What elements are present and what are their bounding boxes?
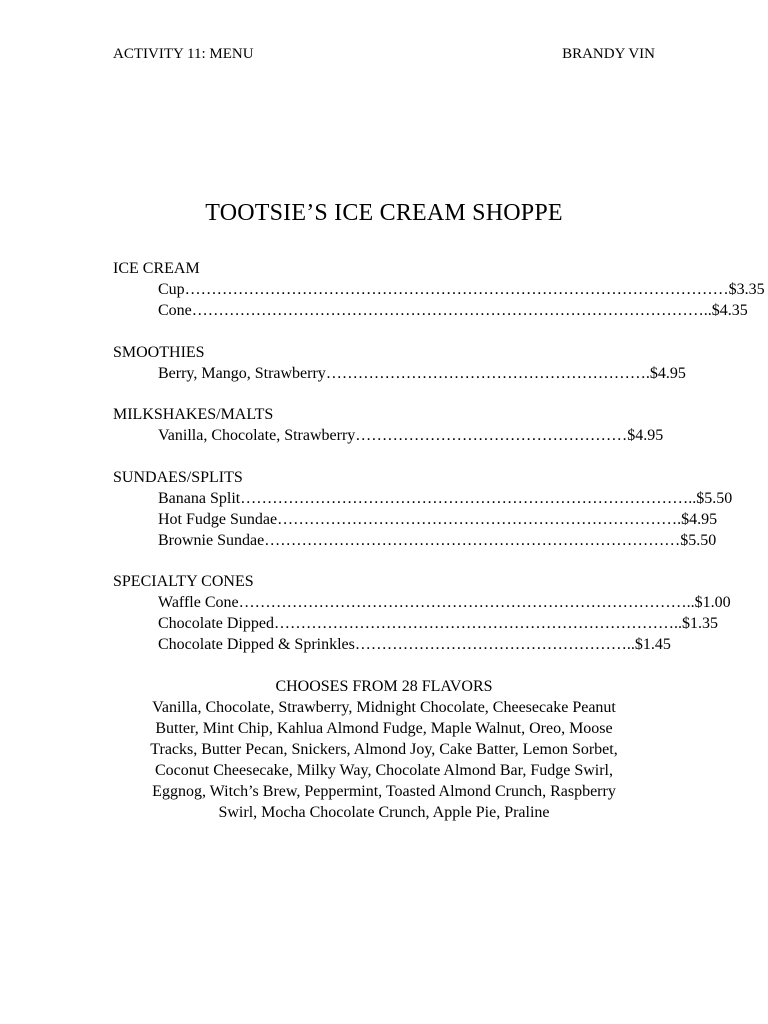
menu-item — [113, 509, 718, 530]
item-name: Banana Split — [158, 489, 241, 507]
menu-section-smoothies — [113, 342, 686, 384]
menu-section-specialty-cones — [113, 571, 731, 655]
item-price: $5.50 — [696, 489, 733, 507]
item-price: $5.50 — [680, 531, 717, 549]
menu-item — [113, 488, 733, 509]
menu-item — [113, 592, 731, 613]
item-name: Chocolate Dipped & Sprinkles — [158, 636, 355, 653]
item-name: Hot Fudge Sundae — [158, 510, 278, 528]
menu-item — [113, 425, 664, 446]
item-leader: …………………………………………………………………………………….. — [191, 302, 712, 319]
menu-item — [113, 613, 718, 634]
item-price: $4.95 — [649, 364, 686, 382]
menu-item — [113, 363, 686, 384]
flavors-line: Tracks, Butter Pecan, Snickers, Almond Joy, Cake Batter, Lemon Sorbet, — [150, 741, 618, 758]
menu-item — [113, 530, 717, 551]
item-leader: ………………………………………………………………….. — [273, 615, 682, 632]
item-price: $1.45 — [634, 636, 671, 653]
menu-section-sundaes — [113, 467, 733, 551]
item-price: $3.35 — [728, 281, 765, 298]
item-name: Berry, Mango, Strawberry — [158, 364, 326, 382]
section-title: ICE CREAM — [113, 260, 200, 277]
item-leader: ………………………………………………………………………….. — [240, 489, 697, 507]
item-price: $4.35 — [711, 302, 748, 319]
item-price: $1.00 — [694, 594, 731, 611]
menu-item — [113, 279, 765, 300]
section-title: SPECIALTY CONES — [113, 573, 254, 590]
header-author: BRANDY VIN — [562, 46, 655, 62]
item-leader: …………………………………………………………………. — [277, 510, 682, 528]
item-name: Brownie Sundae — [158, 531, 265, 549]
item-name: Chocolate Dipped — [158, 615, 274, 632]
flavors-line: Butter, Mint Chip, Kahlua Almond Fudge, Maple Walnut, Oreo, Moose — [155, 720, 613, 737]
header-activity: ACTIVITY 11: MENU — [113, 46, 254, 62]
item-name: Cup — [158, 281, 185, 298]
section-title: SUNDAES/SPLITS — [113, 468, 243, 486]
section-title: MILKSHAKES/MALTS — [113, 406, 274, 423]
item-leader: …………………………………………….. — [354, 636, 635, 653]
menu-list — [113, 258, 765, 676]
menu-item — [113, 634, 671, 655]
flavors-line: Eggnog, Witch’s Brew, Peppermint, Toasted Almond Crunch, Raspberry — [152, 783, 616, 800]
item-name: Vanilla, Chocolate, Strawberry — [158, 427, 356, 444]
flavors-title: CHOOSES FROM 28 FLAVORS — [275, 678, 493, 695]
item-price: $1.35 — [681, 615, 718, 632]
page-title: TOOTSIE’S ICE CREAM SHOPPE — [205, 200, 563, 226]
item-name: Waffle Cone — [158, 594, 239, 611]
flavors-line: Swirl, Mocha Chocolate Crunch, Apple Pie, Praline — [218, 804, 550, 821]
flavors-line: Vanilla, Chocolate, Strawberry, Midnight Chocolate, Cheesecake Peanut — [152, 699, 616, 716]
flavors-line: Coconut Cheesecake, Milky Way, Chocolate Almond Bar, Fudge Swirl, — [155, 762, 613, 779]
flavors-block — [113, 676, 655, 823]
section-title: SMOOTHIES — [113, 343, 205, 361]
item-leader: ……………………………………………………. — [325, 364, 650, 382]
menu-section-milkshakes — [113, 404, 664, 446]
item-price: $4.95 — [627, 427, 664, 444]
menu-section-ice-cream — [113, 258, 765, 321]
item-leader: ………………………………………………………………………………………… — [184, 281, 729, 298]
item-leader: …………………………………………………………………… — [264, 531, 681, 549]
menu-item — [113, 300, 748, 321]
item-leader: …………………………………………… — [355, 427, 628, 444]
item-price: $4.95 — [681, 510, 718, 528]
item-name: Cone — [158, 302, 192, 319]
item-leader: ………………………………………………………………………….. — [238, 594, 695, 611]
